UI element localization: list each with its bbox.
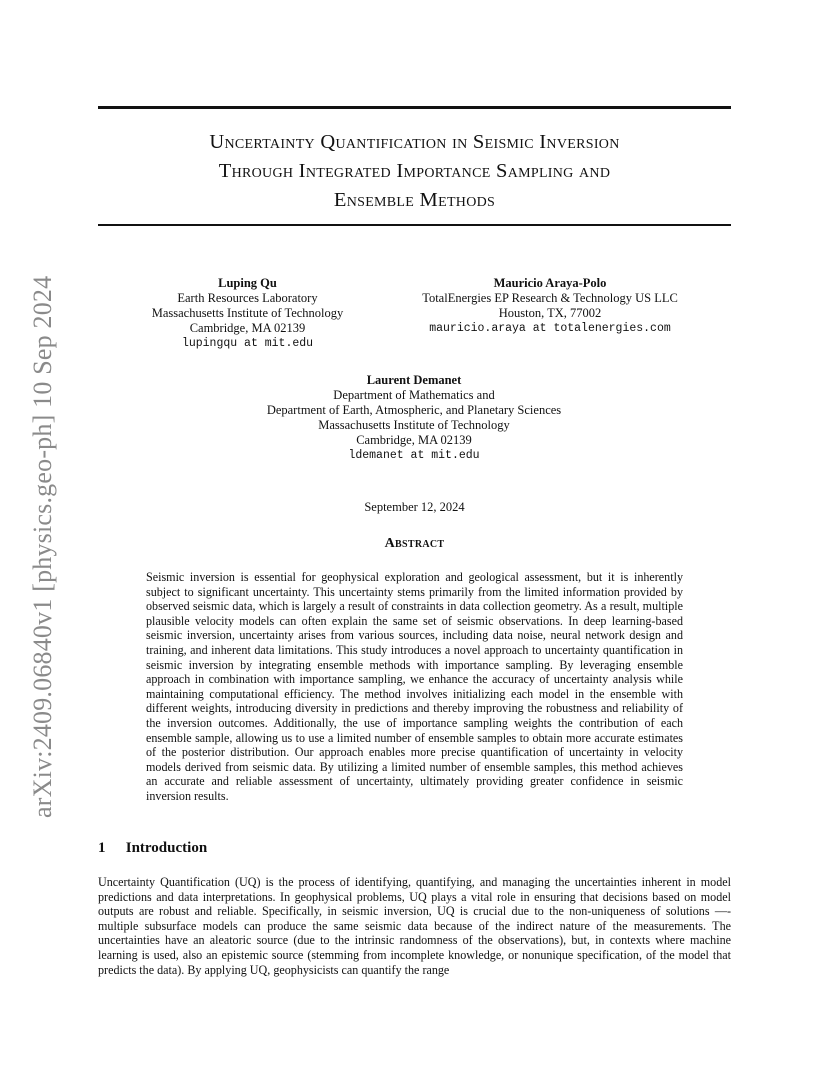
author-block-araya-polo — [390, 276, 710, 336]
section-title: Introduction — [125, 840, 208, 856]
author-affiliation: Cambridge, MA 02139 — [189, 321, 306, 335]
arxiv-identifier: arXiv:2409.06840v1 [physics.geo-ph] 10 Sep 2024 — [28, 275, 57, 818]
introduction-text: Uncertainty Quantification (UQ) is the process of identifying, quantifying, and managing the uncertainties inherent in model predictions and data interpretations. In geophysical problems, UQ plays a vital role in ensuring that decisions based on model outputs are robust and reliable. Specifically, in seismic inversion, UQ is crucial due to the non-uniqueness of solutions —- multiple subsurface models can produce the same seismic data because of the indirect nature of the measurements. The uncertainties have an aleatoric source (due to the intrinsic randomness of the observations), but, in contexts where machine learning is used, also an epistemic source (stemming from incomplete knowledge, or nonunique specification, of the model that predicts the data). By applying UQ, geophysicists can quantify the range — [98, 875, 731, 977]
author-affiliation: Massachusetts Institute of Technology — [151, 306, 344, 320]
author-email: mauricio.araya at totalenergies.com — [429, 322, 671, 335]
author-name: Mauricio Araya-Polo — [493, 276, 607, 290]
section-heading — [98, 840, 207, 857]
author-email: ldemanet at mit.edu — [348, 449, 480, 462]
paper-date: September 12, 2024 — [364, 500, 465, 514]
title-rule-bottom — [98, 224, 731, 226]
title-line-1: Uncertainty Quantification in Seismic Inversion — [209, 131, 620, 153]
abstract-heading: Abstract — [384, 536, 445, 551]
title-line-2: Through Integrated Importance Sampling and — [218, 160, 611, 182]
author-affiliation: Houston, TX, 77002 — [498, 306, 602, 320]
author-name: Luping Qu — [218, 276, 277, 290]
section-number: 1 — [98, 840, 106, 856]
author-affiliation: Cambridge, MA 02139 — [356, 433, 472, 447]
author-affiliation: Department of Earth, Atmospheric, and Planetary Sciences — [266, 403, 562, 417]
title-rule-top — [98, 106, 731, 109]
paper-title — [98, 128, 731, 215]
author-affiliation: Department of Mathematics and — [333, 388, 495, 402]
author-name: Laurent Demanet — [366, 373, 462, 387]
title-line-3: Ensemble Methods — [333, 189, 496, 211]
author-affiliation: TotalEnergies EP Research & Technology US LLC — [422, 291, 678, 305]
author-block-demanet — [200, 373, 628, 463]
author-email: lupingqu at mit.edu — [181, 337, 314, 350]
author-affiliation: Earth Resources Laboratory — [177, 291, 318, 305]
abstract-text: Seismic inversion is essential for geophysical exploration and geological assessment, but it is inherently subject to significant uncertainty. This uncertainty stems primarily from the limited information provided by observed seismic data, which is largely a result of constraints in data collection geometry. As a result, multiple plausible velocity models can often explain the same set of seismic observations. In deep learning-based seismic inversion, uncertainty arises from various sources, including data noise, neural network design and training, and inherent data limitations. This study introduces a novel approach to uncertainty quantification in seismic inversion by integrating ensemble methods with importance sampling. By leveraging ensemble approach in combination with importance sampling, we enhance the accuracy of uncertainty analysis while maintaining computational efficiency. The method involves initializing each model in the ensemble with different weights, introducing diversity in predictions and thereby improving the robustness and reliability of the inversion outcomes. Additionally, the use of importance sampling weights the contribution of each ensemble sample, allowing us to use a limited number of ensemble samples to obtain more accurate estimates of the posterior distribution. Our approach enables more precise quantification of uncertainty in velocity models derived from seismic data. By utilizing a limited number of ensemble samples, this method achieves an accurate and reliable assessment of uncertainty, ultimately providing greater confidence in seismic inversion results. — [146, 570, 683, 803]
author-block-qu — [120, 276, 375, 351]
author-affiliation: Massachusetts Institute of Technology — [318, 418, 510, 432]
